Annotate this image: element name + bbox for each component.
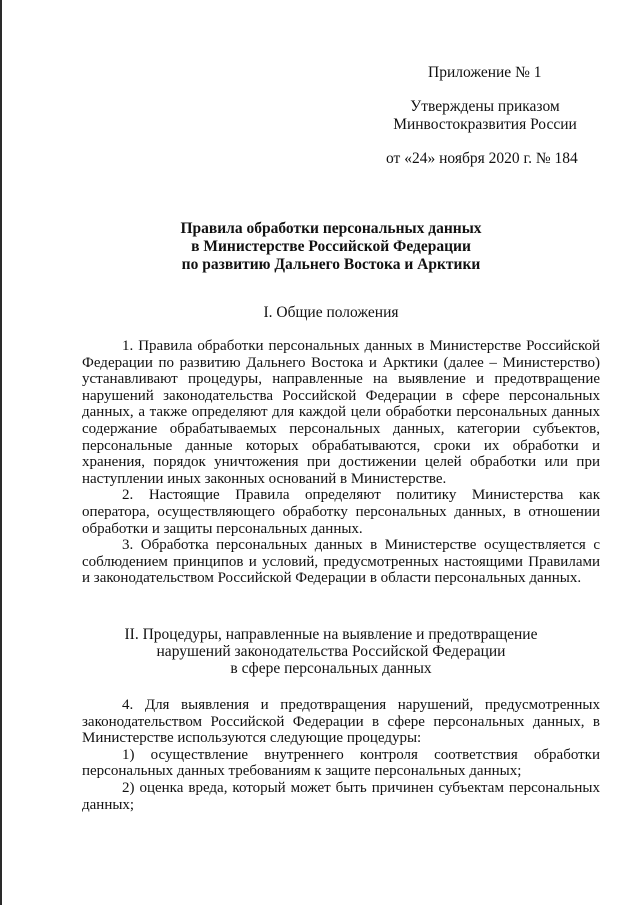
paragraph: 2. Настоящие Правила определяют политику Министерства как оператора, осуществляющего обработку персональных данных, в отношении обработки и защиты персональных данных. [82, 487, 600, 537]
paragraph: 3. Обработка персональных данных в Министерстве осуществляется с соблюдением принципов и условий, предусмотренных настоящими Правилами и законодательством Российской Федерации в области персональных данных. [82, 537, 600, 587]
approval-line: Минвостокразвития России [393, 116, 577, 133]
section-heading [82, 626, 580, 677]
approval-note [390, 98, 580, 134]
section-heading-line: II. Процедуры, направленные на выявление и предотвращение [124, 626, 538, 643]
paragraph: 2) оценка вреда, который может быть причинен субъектам персональных данных; [82, 779, 600, 813]
paragraph: 1) осуществление внутреннего контроля соответствия обработки персональных данных требованиям к защите персональных данных; [82, 746, 600, 780]
section-heading [82, 304, 580, 321]
section-heading-line: I. Общие положения [263, 304, 399, 321]
appendix-label: Приложение № 1 [428, 64, 542, 81]
section-heading-line: в сфере персональных данных [230, 660, 432, 677]
section-body [82, 338, 600, 587]
paragraph: 1. Правила обработки персональных данных в Министерстве Российской Федерации по развитию Дальнего Востока и Арктики (далее – Министерство) устанавливают процедуры, направленные на выявление и предотвращение нарушений законодательства Российской Федерации в сфере персональных данных, а также определяют для каждой цели обработки персональных данных содержание обрабатываемых персональных данных, категории субъектов, персональные данные которых обрабатываются, сроки их обработки и хранения, порядок уничтожения при достижении целей обработки или при наступлении иных законных оснований в Министерстве. [82, 338, 600, 487]
document-title [82, 220, 580, 274]
title-line: по развитию Дальнего Востока и Арктики [181, 256, 481, 273]
order-date: от «24» ноября 2020 г. № 184 [386, 150, 578, 167]
paragraph: 4. Для выявления и предотвращения нарушений, предусмотренных законодательством Российской Федерации в сфере персональных данных, в Министерстве используются следующие процедуры: [82, 697, 600, 747]
title-line: в Министерстве Российской Федерации [191, 238, 471, 255]
section-heading-line: нарушений законодательства Российской Федерации [156, 643, 506, 660]
section-body [82, 697, 600, 813]
approval-line: Утверждены приказом [410, 98, 560, 115]
title-line: Правила обработки персональных данных [180, 220, 482, 237]
